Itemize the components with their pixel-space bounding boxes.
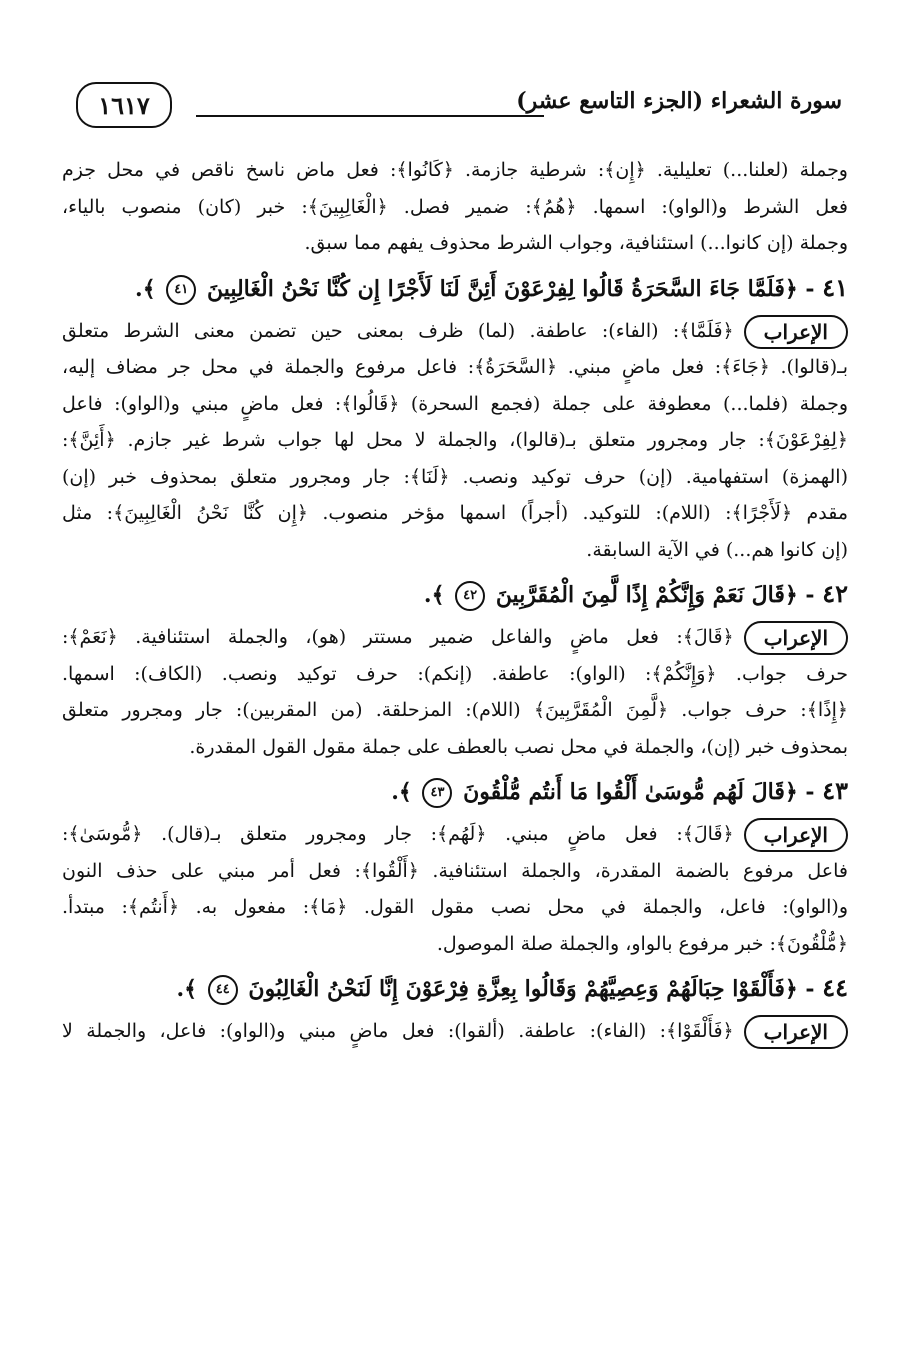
text-line: وجملة (إن كانوا...) استئنافية، وجواب الشرط محذوف يفهم مما سبق. bbox=[304, 232, 848, 254]
irab-line: ﴿مُّلْقُونَ﴾: خبر مرفوع بالواو، والجملة صلة الموصول. bbox=[436, 932, 848, 955]
header-rule bbox=[196, 115, 544, 117]
irab-line: ﴿لِفِرْعَوْنَ﴾: جار ومجرور متعلق بـ(قالوا)، والجملة لا محل لها جواب شرط غير جازم. ﴿أَئِنَّ﴾: bbox=[62, 429, 848, 451]
text-line bbox=[62, 313, 848, 350]
verse-text: ﴿قَالَ نَعَمْ وَإِنَّكُمْ إِذًا لَّمِنَ الْمُقَرَّبِينَ bbox=[495, 582, 798, 608]
irab-line: وجملة (فلما...) معطوفة على جملة (فجمع السحرة) ﴿قَالُوا﴾: فعل ماضٍ مبني و(الواو): فاعل bbox=[62, 392, 848, 415]
irab-line: بـ(قالوا). ﴿جَاءَ﴾: فعل ماضٍ مبني. ﴿السَّحَرَةُ﴾: فاعل مرفوع والجملة في محل جر مضاف إليه، bbox=[62, 356, 848, 378]
page-content bbox=[62, 152, 848, 1050]
verse-text: ﴿فَأَلْقَوْا حِبَالَهُمْ وَعِصِيَّهُمْ وَقَالُوا بِعِزَّةِ فِرْعَوْنَ إِنَّا لَنَحْنُ الْغَالِبُونَ bbox=[248, 976, 798, 1002]
book-page bbox=[62, 82, 848, 1329]
verse-number: ٤١ bbox=[822, 272, 848, 302]
running-title: سورة الشعراء (الجزء التاسع عشر) bbox=[516, 88, 842, 114]
irab-block-42 bbox=[62, 619, 848, 765]
irab-label-badge: الإعراب bbox=[744, 315, 848, 349]
text-line: وجملة (لعلنا...) تعليلية. ﴿إِن﴾: شرطية جازمة. ﴿كَانُوا﴾: فعل ماض ناسخ ناقص في محل جزم bbox=[62, 159, 848, 181]
page-header bbox=[76, 82, 842, 126]
text-line: فعل الشرط و(الواو): اسمها. ﴿هُمُ﴾: ضمير فصل. ﴿الْغَالِبِينَ﴾: خبر (كان) منصوب بالياء، bbox=[62, 195, 848, 218]
ayah-number-marker: ٤١ bbox=[166, 275, 196, 305]
irab-line: مقدم ﴿لَأَجْرًا﴾: (اللام): للتوكيد. (أجراً) اسمها مؤخر منصوب. ﴿إِن كُنَّا نَحْنُ الْغَالِبِينَ﴾: مثل bbox=[62, 502, 848, 524]
irab-line: حرف جواب. ﴿وَإِنَّكُمْ﴾: (الواو): عاطفة. (إنكم): حرف توكيد ونصب. (الكاف): اسمها. bbox=[62, 662, 848, 685]
irab-block-41 bbox=[62, 313, 848, 569]
text-line bbox=[62, 816, 848, 853]
irab-line: ﴿فَلَمَّا﴾: (الفاء): عاطفة. (لما) ظرف بمعنى حين تضمن معنى الشرط متعلق bbox=[62, 319, 734, 342]
verse-text: ﴿قَالَ لَهُم مُّوسَىٰ أَلْقُوا مَا أَنتُم مُّلْقُونَ bbox=[463, 779, 798, 805]
ayah-number-marker: ٤٢ bbox=[455, 581, 485, 611]
verse-dash: - bbox=[805, 976, 815, 1002]
irab-line: (الهمزة) استفهامية. (إن) حرف توكيد ونصب. ﴿لَنَا﴾: جار ومجرور متعلق بمحذوف خبر (إن) bbox=[62, 465, 848, 488]
irab-line: (إن كانوا هم...) في الآية السابقة. bbox=[586, 538, 848, 561]
ayah-number-marker: ٤٤ bbox=[208, 975, 238, 1005]
top-paragraph bbox=[62, 152, 848, 262]
irab-line: ﴿فَأَلْقَوْا﴾: (الفاء): عاطفة. (ألقوا): فعل ماضٍ مبني و(الواو): فاعل، والجملة لا bbox=[62, 1020, 734, 1042]
verse-42 bbox=[62, 574, 848, 615]
irab-line: فاعل مرفوع بالضمة المقدرة، والجملة استئنافية. ﴿أَلْقُوا﴾: فعل أمر مبني على حذف النون bbox=[62, 859, 848, 882]
irab-label-badge: الإعراب bbox=[744, 818, 848, 852]
irab-block-44 bbox=[62, 1013, 848, 1050]
verse-44 bbox=[62, 968, 848, 1009]
ayah-number-marker: ٤٣ bbox=[422, 778, 452, 808]
verse-close: ﴾. bbox=[135, 275, 156, 302]
text-line bbox=[62, 1013, 848, 1050]
irab-line: ﴿قَالَ﴾: فعل ماضٍ والفاعل ضمير مستتر (هو)، والجملة استئنافية. ﴿نَعَمْ﴾: bbox=[62, 626, 734, 648]
irab-line: ﴿قَالَ﴾: فعل ماضٍ مبني. ﴿لَهُم﴾: جار ومجرور متعلق بـ(قال). ﴿مُّوسَىٰ﴾: bbox=[62, 823, 734, 845]
irab-label-badge: الإعراب bbox=[744, 1015, 848, 1049]
verse-dash: - bbox=[805, 779, 815, 805]
verse-close: ﴾. bbox=[423, 582, 445, 608]
irab-line: و(الواو): فاعل، والجملة في محل نصب مقول القول. ﴿مَا﴾: مفعول به. ﴿أَنتُم﴾: مبتدأ. bbox=[62, 896, 848, 918]
verse-close: ﴾. bbox=[176, 976, 198, 1002]
page-number: ١٦١٧ bbox=[76, 82, 172, 128]
irab-label-badge: الإعراب bbox=[744, 621, 848, 655]
verse-dash: - bbox=[805, 582, 815, 608]
text-line bbox=[62, 619, 848, 656]
verse-number: ٤٢ bbox=[822, 579, 848, 608]
verse-number: ٤٣ bbox=[822, 776, 848, 805]
verse-dash: - bbox=[805, 275, 815, 302]
verse-43 bbox=[62, 771, 848, 812]
irab-line: ﴿إِذًا﴾: حرف جواب. ﴿لَّمِنَ الْمُقَرَّبِينَ﴾ (اللام): المزحلقة. (من المقربين): جار ومجرور متعلق bbox=[62, 699, 848, 721]
verse-41 bbox=[62, 268, 848, 309]
verse-number: ٤٤ bbox=[822, 973, 848, 1002]
verse-text: ﴿فَلَمَّا جَاءَ السَّحَرَةُ قَالُوا لِفِرْعَوْنَ أَئِنَّ لَنَا لَأَجْرًا إِن كُنَّا نَحْنُ الْغَالِبِينَ bbox=[206, 275, 798, 302]
irab-block-43 bbox=[62, 816, 848, 962]
irab-line: بمحذوف خبر (إن)، والجملة في محل نصب بالعطف على جملة مقول القول المقدرة. bbox=[189, 735, 848, 758]
verse-close: ﴾. bbox=[391, 779, 412, 805]
